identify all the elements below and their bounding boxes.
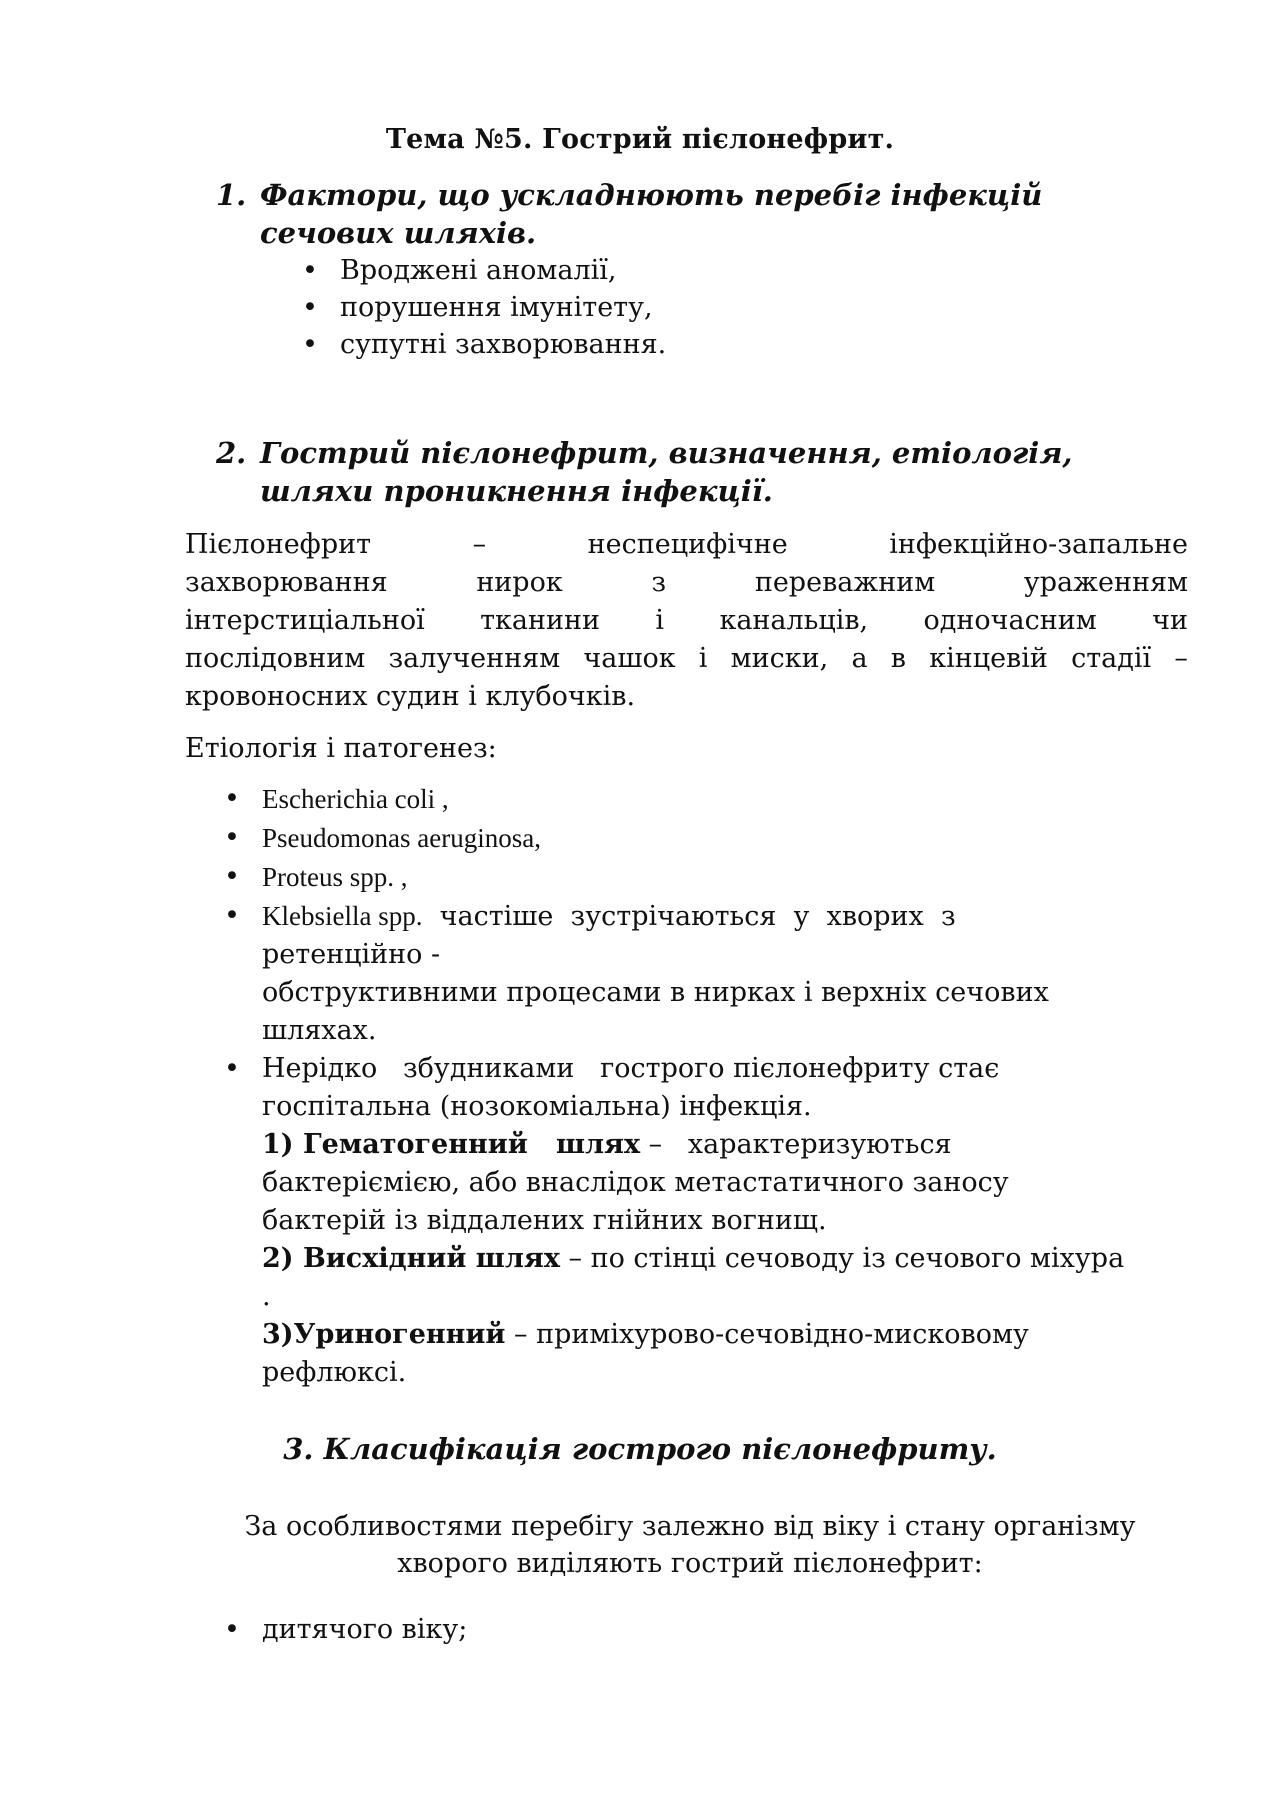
heading-word: перебіг	[753, 178, 881, 212]
route-text: – характеризуються	[640, 1129, 952, 1160]
list-item-text: супутні захворювання.	[340, 329, 667, 360]
word: захворювання	[185, 567, 388, 598]
heading-word: етіологія,	[891, 436, 1073, 470]
word: з	[651, 567, 667, 598]
route-ascending	[262, 1240, 1202, 1278]
etiology-bullet-list	[224, 780, 1202, 1392]
word: а	[851, 643, 868, 674]
heading-word: пієлонефрит,	[420, 436, 659, 470]
bullet-dot-icon: •	[224, 861, 240, 892]
word: і	[698, 643, 708, 674]
list-item	[224, 897, 1202, 1050]
heading-word: Фактори,	[260, 178, 428, 212]
heading-word: ускладнюють	[499, 178, 744, 212]
route-text: бактерій із віддалених гнійних вогнищ.	[262, 1205, 827, 1236]
classification-intro	[0, 1508, 1280, 1582]
list-item	[224, 1614, 468, 1645]
section-1-bullet-list	[302, 252, 667, 363]
route-text: бактеріємією, або внаслідок метастатичного заносу	[262, 1167, 1009, 1198]
section-3-bullet-list	[224, 1614, 468, 1645]
section-3-heading: 3. Класифікація гострого пієлонефриту.	[283, 1432, 997, 1466]
word: канальців,	[719, 605, 869, 636]
word: ураженням	[1023, 567, 1188, 598]
word: стадії	[1071, 643, 1152, 674]
list-item	[302, 252, 666, 289]
route-hematogenous	[262, 1126, 1202, 1164]
section-2-heading	[218, 434, 1188, 510]
heading-word: що	[437, 178, 490, 212]
etiology-label: Етіологія і патогенез:	[185, 733, 497, 764]
word: миски,	[730, 643, 829, 674]
bullet-dot-icon: •	[302, 255, 318, 286]
bullet-dot-icon: •	[224, 783, 240, 814]
list-item-text: порушення імунітету,	[340, 292, 653, 323]
bullet-dot-icon: •	[302, 292, 318, 323]
word: кінцевій	[929, 643, 1048, 674]
word: і	[655, 605, 665, 636]
bullet-dot-icon: •	[302, 329, 318, 360]
bullet-dot-icon: •	[224, 822, 240, 853]
route-text: – приміхурово-сечовідно-мисковому	[505, 1319, 1029, 1350]
intro-line: За особливостями перебігу залежно від віку і стану організму	[244, 1511, 1136, 1542]
list-item-text: ретенційно -	[262, 939, 441, 970]
list-item	[224, 780, 1202, 819]
section-1-heading-line-1	[218, 176, 1188, 214]
pathogen-name: Klebsiella spp.	[262, 901, 423, 931]
list-item-text: Вроджені аномалії,	[340, 255, 617, 286]
heading-word: інфекцій	[890, 178, 1043, 212]
word: інтерстиціальної	[185, 605, 425, 636]
route-text: рефлюксі.	[262, 1357, 407, 1388]
word: тканини	[480, 605, 601, 636]
list-item-text: дитячого віку;	[262, 1614, 468, 1645]
list-item-text: шляхах.	[262, 1015, 377, 1046]
word: –	[472, 529, 487, 560]
definition-paragraph	[185, 526, 1188, 716]
route-label: 3)Уриногенний	[262, 1319, 506, 1350]
word: в	[890, 643, 906, 674]
list-item-text: Нерідко збудниками гострого пієлонефриту стає	[262, 1053, 1000, 1084]
list-item	[224, 858, 1202, 897]
intro-line: хворого виділяють гострий пієлонефрит:	[397, 1548, 983, 1579]
definition-line	[185, 640, 1188, 678]
route-label: 1) Гематогенний шлях	[262, 1129, 641, 1160]
pathogen-name: Pseudomonas aeruginosa,	[262, 823, 541, 853]
page-title: Тема №5. Гострий пієлонефрит.	[385, 124, 895, 155]
list-item	[224, 1050, 1202, 1392]
definition-line	[185, 602, 1188, 640]
word: нирок	[476, 567, 563, 598]
list-item-text: госпітальна (нозокоміальна) інфекція.	[262, 1091, 812, 1122]
section-2-heading-line-1	[218, 434, 1188, 472]
word: переважним	[754, 567, 936, 598]
list-item-text: частіше зустрічаються у хворих з	[439, 901, 956, 932]
list-item	[224, 819, 1202, 858]
heading-word: Гострий	[260, 436, 411, 470]
word: залученням	[388, 643, 561, 674]
heading-word: визначення,	[668, 436, 882, 470]
word: Пієлонефрит	[185, 529, 372, 560]
section-2-heading-line-2: шляхи проникнення інфекції.	[260, 474, 773, 508]
definition-line	[185, 526, 1188, 564]
list-item	[302, 326, 667, 363]
bullet-dot-icon: •	[224, 1614, 240, 1645]
word: неспецифічне	[587, 529, 788, 560]
word: чашок	[583, 643, 676, 674]
route-text: .	[262, 1281, 271, 1312]
pathogen-name: Proteus spp. ,	[262, 862, 408, 892]
section-1-number: 1.	[216, 178, 247, 212]
section-2-number: 2.	[216, 436, 247, 470]
word: інфекційно-запальне	[889, 529, 1188, 560]
word: чи	[1152, 605, 1188, 636]
section-1-heading-line-2: сечових шляхів.	[260, 216, 537, 250]
word: послідовним	[185, 643, 366, 674]
definition-line	[185, 564, 1188, 602]
route-label: 2) Висхідний шлях	[262, 1243, 560, 1274]
section-1-heading	[218, 176, 1188, 252]
route-urinogenic	[262, 1316, 1202, 1354]
definition-line-last: кровоносних судин і клубочків.	[185, 681, 636, 712]
list-item	[302, 289, 666, 326]
list-item-text: обструктивними процесами в нирках і верхніх сечових	[262, 977, 1049, 1008]
route-text: – по стінці сечоводу із сечового міхура	[559, 1243, 1125, 1274]
word: одночасним	[923, 605, 1097, 636]
word: –	[1174, 643, 1188, 674]
bullet-dot-icon: •	[224, 1053, 240, 1084]
pathogen-name: Escherichia coli ,	[262, 784, 449, 814]
bullet-dot-icon: •	[224, 900, 240, 931]
